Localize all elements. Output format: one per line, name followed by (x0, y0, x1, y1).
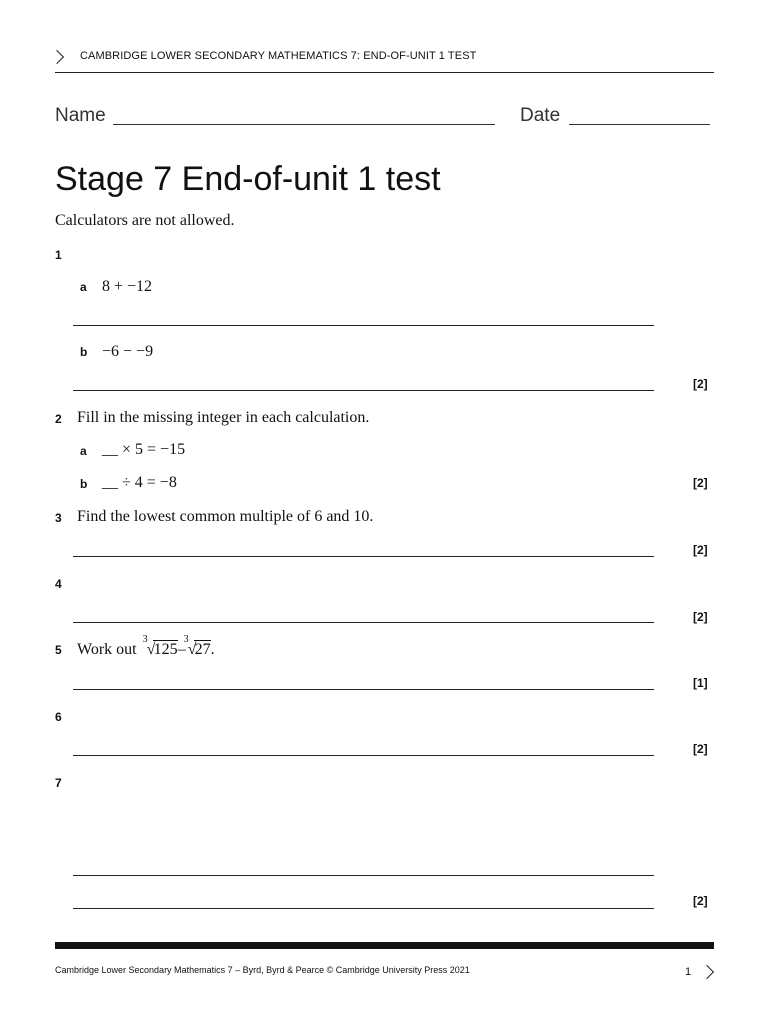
answer-line[interactable] (73, 908, 654, 909)
question-text: Fill in the missing integer in each calculation. (77, 409, 370, 426)
question-number: 6 (55, 710, 62, 724)
footer-credit: Cambridge Lower Secondary Mathematics 7 – Byrd, Byrd & Pearce © Cambridge University Press 2021 (55, 965, 470, 975)
answer-line[interactable] (73, 755, 654, 756)
question-text: Find the lowest common multiple of 6 and 10. (77, 508, 374, 525)
question-text: Work out (77, 641, 137, 658)
answer-line[interactable] (73, 325, 654, 326)
question-number: 3 (55, 511, 62, 525)
part-label: b (80, 477, 88, 491)
cube-root: 3 √ 125 (142, 634, 178, 658)
question-number: 2 (55, 412, 62, 426)
question-number: 5 (55, 643, 62, 657)
marks-label: [2] (693, 894, 708, 908)
part-label: a (80, 280, 87, 294)
part-expression: −6 − −9 (102, 343, 154, 360)
cube-root: 3 √ 27 (183, 634, 211, 658)
answer-line[interactable] (73, 556, 654, 557)
marks-label: [2] (693, 610, 708, 624)
part-label: a (80, 444, 87, 458)
instructions: Calculators are not allowed. (55, 212, 235, 229)
part-label: b (80, 345, 88, 359)
header-title: CAMBRIDGE LOWER SECONDARY MATHEMATICS 7: END-OF-UNIT 1 TEST (80, 50, 477, 62)
answer-line[interactable] (73, 622, 654, 623)
question-expression: Work out 3 √ 125– 3 √ 27. (77, 634, 215, 658)
date-field[interactable] (569, 124, 710, 125)
answer-line[interactable] (73, 875, 654, 876)
chevron-right-icon (50, 50, 64, 64)
page-number: 1 (685, 966, 692, 978)
question-number: 7 (55, 776, 62, 790)
part-expression: 8 + −12 (102, 278, 153, 295)
answer-line[interactable] (73, 390, 654, 391)
question-number: 4 (55, 577, 62, 591)
marks-label: [1] (693, 676, 708, 690)
part-expression: __ ÷ 4 = −8 (102, 474, 177, 491)
header-rule (55, 72, 714, 73)
marks-label: [2] (693, 476, 708, 490)
marks-label: [2] (693, 543, 708, 557)
page-title: Stage 7 End-of-unit 1 test (55, 160, 441, 198)
part-expression: __ × 5 = −15 (102, 441, 186, 458)
chevron-right-icon (700, 965, 714, 979)
footer-bar (55, 942, 714, 949)
question-number: 1 (55, 248, 62, 262)
marks-label: [2] (693, 377, 708, 391)
marks-label: [2] (693, 742, 708, 756)
date-label: Date (520, 105, 561, 126)
name-field[interactable] (113, 124, 495, 125)
answer-line[interactable] (73, 689, 654, 690)
name-label: Name (55, 105, 106, 126)
